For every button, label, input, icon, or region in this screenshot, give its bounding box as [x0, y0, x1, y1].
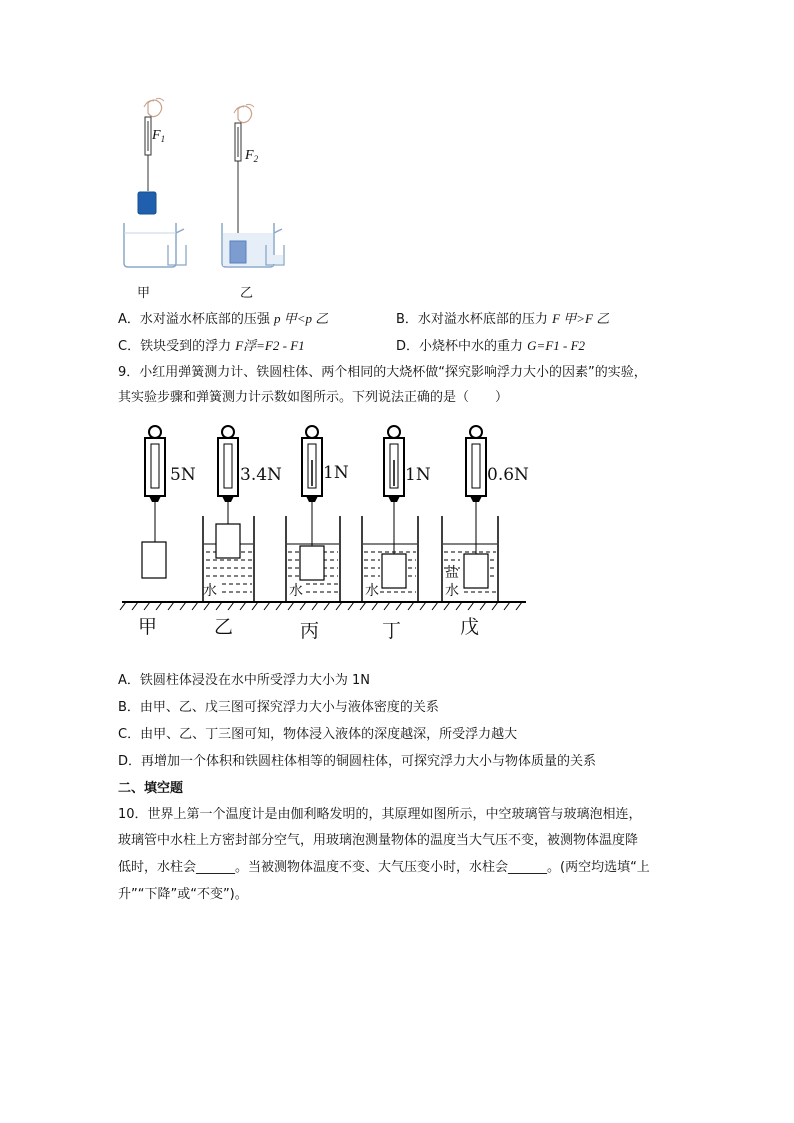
- q9-stem-line2: 其实验步骤和弹簧测力计示数如图所示。下列说法正确的是（ ）: [118, 390, 509, 405]
- q10-line3: 低时，水柱会______。当被测物体温度不变、大气压变小时，水柱会______。(两空均选填“上: [118, 860, 650, 875]
- label-yi: 乙: [214, 616, 234, 638]
- liquid-label-ding: 水: [365, 583, 379, 599]
- reading-bing: 1N: [323, 463, 349, 483]
- overflow-cup-figure: [110, 95, 310, 275]
- spring-scale-ding: [362, 426, 418, 602]
- q9-option-d: D．再增加一个体积和铁圆柱体相等的铜圆柱体，可探究浮力大小与物体质量的关系: [118, 754, 597, 769]
- force-label-1: $F_1$: [152, 128, 166, 144]
- label-jia: 甲: [138, 616, 158, 638]
- reading-ding: 1N: [405, 465, 431, 485]
- iron-block-submerged: [230, 241, 246, 263]
- q8-option-b: B．水对溢水杯底部的压力 F 甲>F 乙: [396, 311, 610, 327]
- q9-option-c: C．由甲、乙、丁三图可知，物体浸入液体的深度越深，所受浮力越大: [118, 727, 518, 742]
- label-bing: 丙: [300, 620, 320, 642]
- force-label-2: $F_2$: [245, 148, 259, 164]
- q10-line4: 升”“下降”或“不变”)。: [118, 887, 248, 902]
- q9-stem-line1: 9．小红用弹簧测力计、铁圆柱体、两个相同的大烧杯做“探究影响浮力大小的因素”的实验，: [118, 365, 647, 380]
- q10-line1: 10．世界上第一个温度计是由伽利略发明的，其原理如图所示，中空玻璃管与玻璃泡相连，: [118, 807, 642, 822]
- label-wu: 戊: [460, 616, 480, 638]
- q9-option-a: A．铁圆柱体浸没在水中所受浮力大小为 1N: [118, 673, 371, 688]
- liquid-label-bing: 水: [289, 583, 303, 599]
- q10-line2: 玻璃管中水柱上方密封部分空气，用玻璃泡测量物体的温度当大气压不变，被测物体温度降: [118, 833, 639, 848]
- reading-wu: 0.6N: [487, 465, 529, 485]
- reading-jia: 5N: [170, 465, 196, 485]
- liquid-label-yi: 水: [203, 583, 217, 599]
- reading-yi: 3.4N: [240, 465, 282, 485]
- hand-icon: [148, 100, 162, 117]
- q8-option-c: C．铁块受到的浮力 F浮=F2 - F1: [118, 338, 305, 354]
- iron-cylinder: [142, 542, 166, 578]
- liquid-label-wu-salt: 盐: [445, 565, 459, 581]
- label-ding: 丁: [382, 620, 402, 642]
- q8-option-a: A．水对溢水杯底部的压强 p 甲<p 乙: [118, 311, 329, 327]
- figure1-label-yi: 乙: [240, 286, 254, 301]
- section-heading: 二、填空题: [118, 781, 184, 796]
- figure1-label-jia: 甲: [137, 286, 151, 301]
- q9-option-b: B．由甲、乙、戊三图可探究浮力大小与液体密度的关系: [118, 700, 439, 715]
- liquid-label-wu-water: 水: [445, 583, 459, 599]
- spring-scale-jia: [142, 426, 166, 578]
- spring-scale-yi: [203, 426, 254, 602]
- spring-scale-bing: [286, 426, 340, 602]
- q8-option-d: D．小烧杯中水的重力 G=F1 - F2: [396, 338, 586, 354]
- iron-block: [138, 192, 156, 214]
